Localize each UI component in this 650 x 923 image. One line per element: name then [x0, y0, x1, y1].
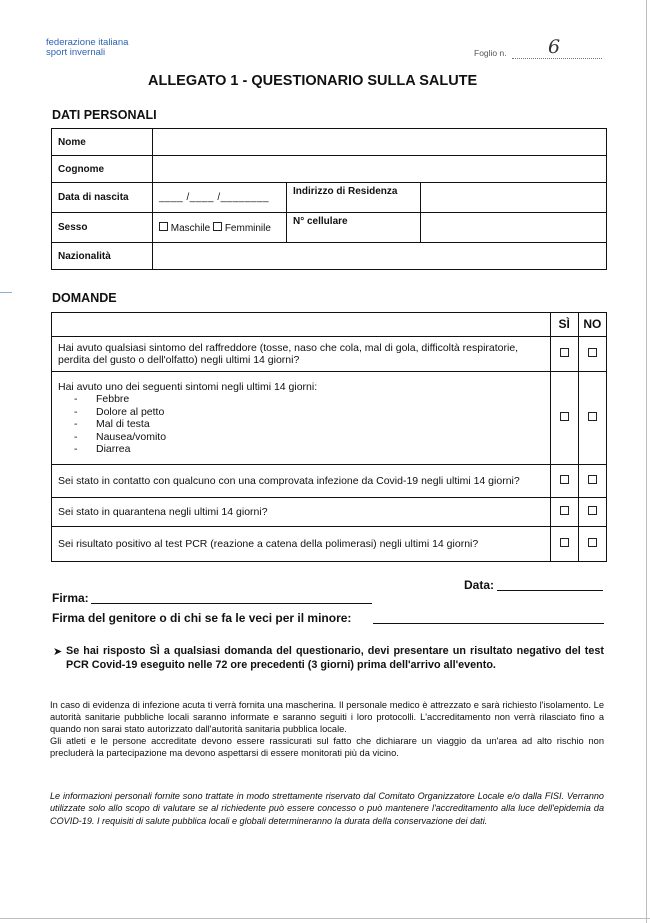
- question-3-si-cell: [550, 465, 578, 498]
- question-4-no-cell: [578, 498, 606, 527]
- question-1-no-cell: [578, 337, 606, 372]
- question-2-si-cell: [550, 372, 578, 465]
- genitore-firma-label: Firma del genitore o di chi se fa le veci per il minore:: [52, 611, 352, 625]
- org-line-2: sport invernali: [46, 47, 106, 58]
- question-1-si-checkbox[interactable]: [560, 348, 569, 357]
- sesso-options: [153, 213, 287, 243]
- question-2-cell: [52, 372, 551, 465]
- question-1-no-checkbox[interactable]: [588, 348, 597, 357]
- foglio-number: 6: [548, 36, 561, 58]
- question-2-si-checkbox[interactable]: [560, 412, 569, 421]
- question-row-5: [52, 527, 607, 562]
- sesso-label: Sesso: [52, 213, 153, 243]
- question-1-si-cell: [550, 337, 578, 372]
- nome-label: Nome: [52, 129, 153, 156]
- question-2-text: Hai avuto uno dei seguenti sintomi negli ultimi 14 giorni:: [58, 380, 318, 393]
- domande-section-title: DOMANDE: [52, 291, 117, 305]
- symptom-item: - Mal di testa: [74, 418, 544, 431]
- arrow-bullet-icon: ➤: [53, 646, 63, 658]
- row-nascita: [52, 183, 607, 213]
- maschile-label: Maschile: [170, 222, 211, 234]
- question-5-text: Sei risultato positivo al test PCR (reazione a catena della polimerasi) negli ultimi 14 giorni?: [52, 527, 551, 562]
- nazionalita-field[interactable]: [153, 243, 607, 270]
- personal-section-title: DATI PERSONALI: [52, 108, 157, 122]
- question-row-1: [52, 337, 607, 372]
- nome-field[interactable]: [153, 129, 607, 156]
- symptom-list: [58, 393, 544, 456]
- question-5-si-checkbox[interactable]: [560, 538, 569, 547]
- cognome-label: Cognome: [52, 156, 153, 183]
- question-row-3: [52, 465, 607, 498]
- org-line-1: federazione italiana: [46, 37, 129, 48]
- personal-data-table: [51, 128, 607, 270]
- question-2-no-checkbox[interactable]: [588, 412, 597, 421]
- cognome-field[interactable]: [153, 156, 607, 183]
- question-1-text: Hai avuto qualsiasi sintomo del raffreddore (tosse, naso che cola, mal di gola, difficoltà respiratorie, perdita del gusto o dell'olfatto) negli ultimi 14 giorni?: [52, 337, 551, 372]
- row-nazionalita: [52, 243, 607, 270]
- cellulare-label: N° cellulare: [287, 213, 421, 243]
- info-body: [50, 699, 604, 759]
- questions-header-row: [52, 313, 607, 337]
- data-nascita-field[interactable]: ____ /____ /________: [153, 183, 287, 213]
- org-logo-text: [46, 38, 128, 58]
- margin-mark: [0, 292, 12, 293]
- symptom-item: - Nausea/vomito: [74, 431, 544, 444]
- question-5-no-cell: [578, 527, 606, 562]
- questions-table: [51, 312, 607, 562]
- info-paragraph-1: In caso di evidenza di infezione acuta ti verrà fornita una mascherina. Il personale medico è attrezzato e sarà richiesto l'isolamento. Le autorità sanitarie pubbliche locali saranno informate e saranno seguiti i loro protocolli. L'accreditamento non verrà rilasciato fino a quando non sarai stato autorizzato dall'autorità sanitaria pubblica locale.: [50, 700, 604, 734]
- scan-edge-right: [646, 0, 647, 923]
- data-nascita-label: Data di nascita: [52, 183, 153, 213]
- info-paragraph-2: Gli atleti e le persone accreditate devono essere rassicurati sul fatto che dichiarare un viaggio da un'area ad alto rischio non precluderà la partecipazione ma devono aspettarsi di essere monitorati più da vicino.: [50, 736, 604, 758]
- firma-label: Firma:: [52, 591, 89, 605]
- femminile-label: Femminile: [224, 222, 271, 234]
- question-5-si-cell: [550, 527, 578, 562]
- question-row-4: [52, 498, 607, 527]
- question-3-si-checkbox[interactable]: [560, 475, 569, 484]
- question-4-si-cell: [550, 498, 578, 527]
- no-header: NO: [578, 313, 606, 337]
- si-header: SÌ: [550, 313, 578, 337]
- foglio-dotted-line: [512, 58, 602, 59]
- foglio-label: Foglio n.: [474, 48, 507, 58]
- symptom-item: - Febbre: [74, 393, 544, 406]
- page-title: ALLEGATO 1 - QUESTIONARIO SULLA SALUTE: [148, 73, 478, 89]
- question-3-text: Sei stato in contatto con qualcuno con una comprovata infezione da Covid-19 negli ultimi 14 giorni?: [52, 465, 551, 498]
- indirizzo-field[interactable]: [421, 183, 607, 213]
- data-field-line[interactable]: [497, 590, 603, 591]
- symptom-item: - Diarrea: [74, 443, 544, 456]
- row-sesso: [52, 213, 607, 243]
- maschile-checkbox[interactable]: [159, 222, 168, 231]
- question-3-no-cell: [578, 465, 606, 498]
- genitore-firma-line[interactable]: [373, 623, 604, 624]
- row-nome: [52, 129, 607, 156]
- question-2-no-cell: [578, 372, 606, 465]
- question-5-no-checkbox[interactable]: [588, 538, 597, 547]
- indirizzo-label: Indirizzo di Residenza: [287, 183, 421, 213]
- pcr-notice: Se hai risposto SÌ a qualsiasi domanda del questionario, devi presentare un risultato negativo del test PCR Covid-19 eseguito nelle 72 ore precedenti (3 giorni) prima dell'arrivo all'evento.: [66, 645, 604, 671]
- privacy-note: Le informazioni personali fornite sono trattate in modo strettamente riservato dal Comitato Organizzatore Locale e/o dalla FISI. Verranno utilizzate solo allo scopo di valutare se al richiedente può essere concesso o può mantenere l'accreditamento alla luce dell'epidemia da COVID-19. I requisiti di salute pubblica locali e globali determineranno la durata della conservazione dei dati.: [50, 791, 604, 826]
- firma-field-line[interactable]: [91, 603, 372, 604]
- cellulare-field[interactable]: [421, 213, 607, 243]
- question-3-no-checkbox[interactable]: [588, 475, 597, 484]
- question-4-si-checkbox[interactable]: [560, 506, 569, 515]
- femminile-checkbox[interactable]: [213, 222, 222, 231]
- question-4-no-checkbox[interactable]: [588, 506, 597, 515]
- data-label: Data:: [464, 578, 495, 592]
- symptom-item: - Dolore al petto: [74, 406, 544, 419]
- question-4-text: Sei stato in quarantena negli ultimi 14 giorni?: [52, 498, 551, 527]
- header-blank-cell: [52, 313, 551, 337]
- nazionalita-label: Nazionalità: [52, 243, 153, 270]
- question-row-2: [52, 372, 607, 465]
- scan-edge-bottom: [0, 918, 650, 919]
- row-cognome: [52, 156, 607, 183]
